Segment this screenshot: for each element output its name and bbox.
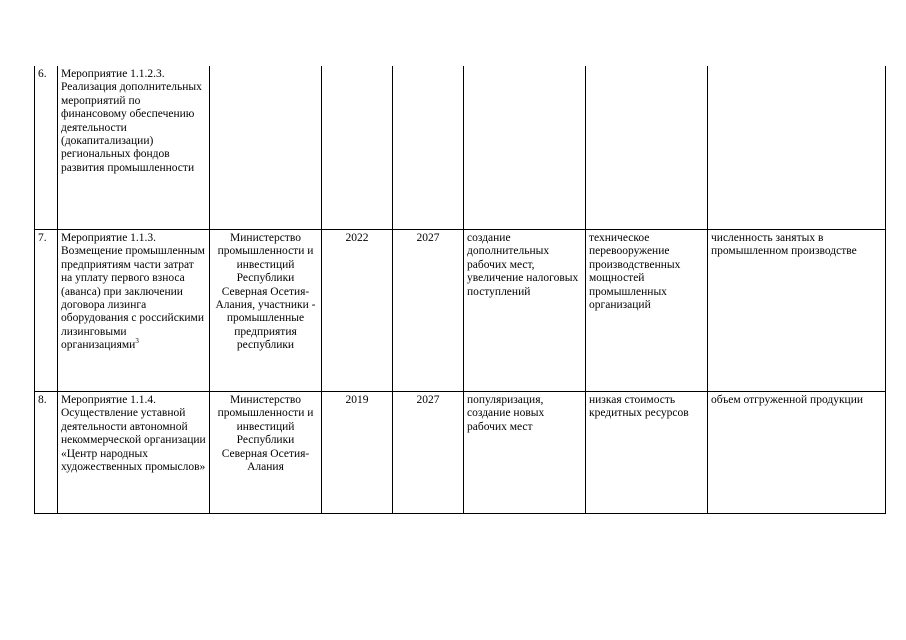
expected-result [464,66,586,230]
table-row [35,66,886,230]
end-year: 2027 [393,392,464,514]
event-text: Мероприятие 1.1.3. Возмещение промышленным предприятиям части затрат на уплату первого взноса (аванса) при заключении договора лизинга оборудования с российскими лизинговыми организациями [61,232,205,352]
target-indicator: численность занятых в промышленном производстве [708,230,886,392]
start-year [322,66,393,230]
row-number: 6. [35,66,58,230]
start-year: 2022 [322,230,393,392]
executor [210,66,322,230]
row-number: 7. [35,230,58,392]
problem-solved: техническое перевооружение производственных мощностей промышленных организаций [586,230,708,392]
executor: Министерство промышленности и инвестиций Республики Северная Осетия-Алания [210,392,322,514]
executor: Министерство промышленности и инвестиций Республики Северная Осетия-Алания, участники - промышленные предприятия республики [210,230,322,392]
row-number: 8. [35,392,58,514]
event-name: Мероприятие 1.1.2.3. Реализация дополнительных мероприятий по финансовому обеспечению деятельности (докапитализации) региональных фондов развития промышленности [58,66,210,230]
expected-result: создание дополнительных рабочих мест, увеличение налоговых поступлений [464,230,586,392]
target-indicator: объем отгруженной продукции [708,392,886,514]
problem-solved [586,66,708,230]
event-name [58,230,210,392]
start-year: 2019 [322,392,393,514]
footnote-mark: 3 [135,337,139,346]
end-year [393,66,464,230]
problem-solved: низкая стоимость кредитных ресурсов [586,392,708,514]
table-row [35,230,886,392]
end-year: 2027 [393,230,464,392]
expected-result: популяризация, создание новых рабочих мест [464,392,586,514]
event-name: Мероприятие 1.1.4. Осуществление уставной деятельности автономной некоммерческой организации «Центр народных художественных промыслов» [58,392,210,514]
target-indicator [708,66,886,230]
program-events-table [34,66,886,514]
table-row [35,392,886,514]
